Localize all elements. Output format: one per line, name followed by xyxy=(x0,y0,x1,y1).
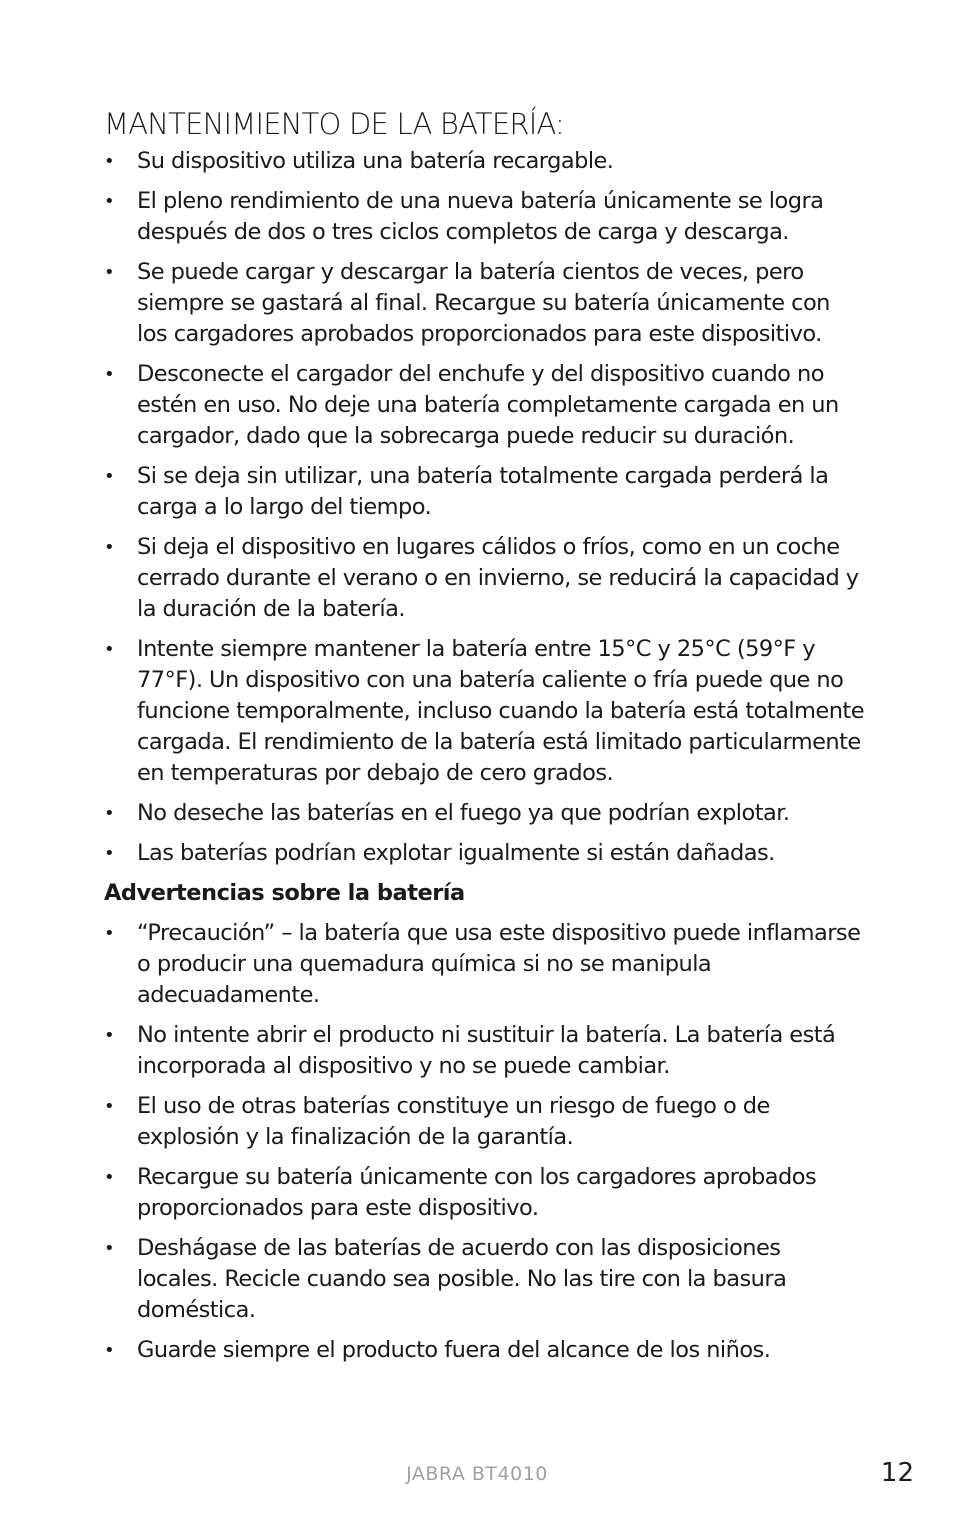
footer-product-name: JABRA BT4010 xyxy=(406,1463,548,1485)
list-item xyxy=(104,1162,864,1224)
list-item xyxy=(104,798,864,829)
list-item xyxy=(104,532,864,625)
list-item xyxy=(104,186,864,248)
bullet-icon: • xyxy=(104,1096,115,1117)
list-item xyxy=(104,918,864,1011)
bullet-icon: • xyxy=(104,466,115,487)
bullet-icon: • xyxy=(104,923,115,944)
bullet-icon: • xyxy=(104,151,115,172)
maintenance-list xyxy=(104,146,864,869)
list-item-text: No deseche las baterías en el fuego ya que podrían explotar. xyxy=(137,800,790,826)
list-item xyxy=(104,838,864,869)
list-item-text: “Precaución” – la batería que usa este dispositivo puede inflamarse o producir una quemadura química si no se manipula adecuadamente. xyxy=(137,920,861,1008)
list-item-text: Si se deja sin utilizar, una batería totalmente cargada perderá la carga a lo largo del tiempo. xyxy=(137,463,829,520)
list-item-text: Su dispositivo utiliza una batería recargable. xyxy=(137,148,614,174)
list-item xyxy=(104,634,864,789)
list-item xyxy=(104,257,864,350)
page-number: 12 xyxy=(880,1458,914,1488)
bullet-icon: • xyxy=(104,191,115,212)
list-item-text: Deshágase de las baterías de acuerdo con las disposiciones locales. Recicle cuando sea posible. No las tire con la basura doméstica. xyxy=(137,1235,787,1323)
warnings-heading: Advertencias sobre la batería xyxy=(104,880,465,906)
list-item xyxy=(104,1091,864,1153)
bullet-icon: • xyxy=(104,639,115,660)
bullet-icon: • xyxy=(104,1025,115,1046)
bullet-icon: • xyxy=(104,1340,115,1361)
list-item-text: Guarde siempre el producto fuera del alcance de los niños. xyxy=(137,1337,771,1363)
bullet-icon: • xyxy=(104,1167,115,1188)
bullet-icon: • xyxy=(104,262,115,283)
list-item xyxy=(104,1020,864,1082)
list-item-text: El uso de otras baterías constituye un riesgo de fuego o de explosión y la finalización de la garantía. xyxy=(137,1093,770,1150)
list-item xyxy=(104,146,864,177)
list-item-text: El pleno rendimiento de una nueva batería únicamente se logra después de dos o tres ciclos completos de carga y descarga. xyxy=(137,188,824,245)
list-item-text: Intente siempre mantener la batería entre 15°C y 25°C (59°F y 77°F). Un dispositivo con una batería caliente o fría puede que no funcione temporalmente, incluso cuando la batería está totalmente cargada. El rendimiento de la batería está limitado particularmente en temperaturas por debajo de cero grados. xyxy=(137,636,864,786)
warnings-list xyxy=(104,918,864,1366)
list-item-text: Las baterías podrían explotar igualmente si están dañadas. xyxy=(137,840,775,866)
list-item xyxy=(104,359,864,452)
list-item-text: Recargue su batería únicamente con los cargadores aprobados proporcionados para este dispositivo. xyxy=(137,1164,817,1221)
bullet-icon: • xyxy=(104,803,115,824)
bullet-icon: • xyxy=(104,843,115,864)
section-title: MANTENIMIENTO DE LA BATERÍA: xyxy=(104,107,564,141)
list-item-text: Si deja el dispositivo en lugares cálidos o fríos, como en un coche cerrado durante el verano o en invierno, se reducirá la capacidad y la duración de la batería. xyxy=(137,534,859,622)
bullet-icon: • xyxy=(104,1238,115,1259)
list-item xyxy=(104,461,864,523)
list-item-text: Se puede cargar y descargar la batería cientos de veces, pero siempre se gastará al final. Recargue su batería únicamente con los cargadores aprobados proporcionados para este dispositivo. xyxy=(137,259,830,347)
list-item-text: Desconecte el cargador del enchufe y del dispositivo cuando no estén en uso. No deje una batería completamente cargada en un cargador, dado que la sobrecarga puede reducir su duración. xyxy=(137,361,839,449)
page-content xyxy=(104,104,864,1375)
list-item xyxy=(104,1335,864,1366)
list-item xyxy=(104,1233,864,1326)
bullet-icon: • xyxy=(104,364,115,385)
list-item-text: No intente abrir el producto ni sustituir la batería. La batería está incorporada al dispositivo y no se puede cambiar. xyxy=(137,1022,836,1079)
bullet-icon: • xyxy=(104,537,115,558)
